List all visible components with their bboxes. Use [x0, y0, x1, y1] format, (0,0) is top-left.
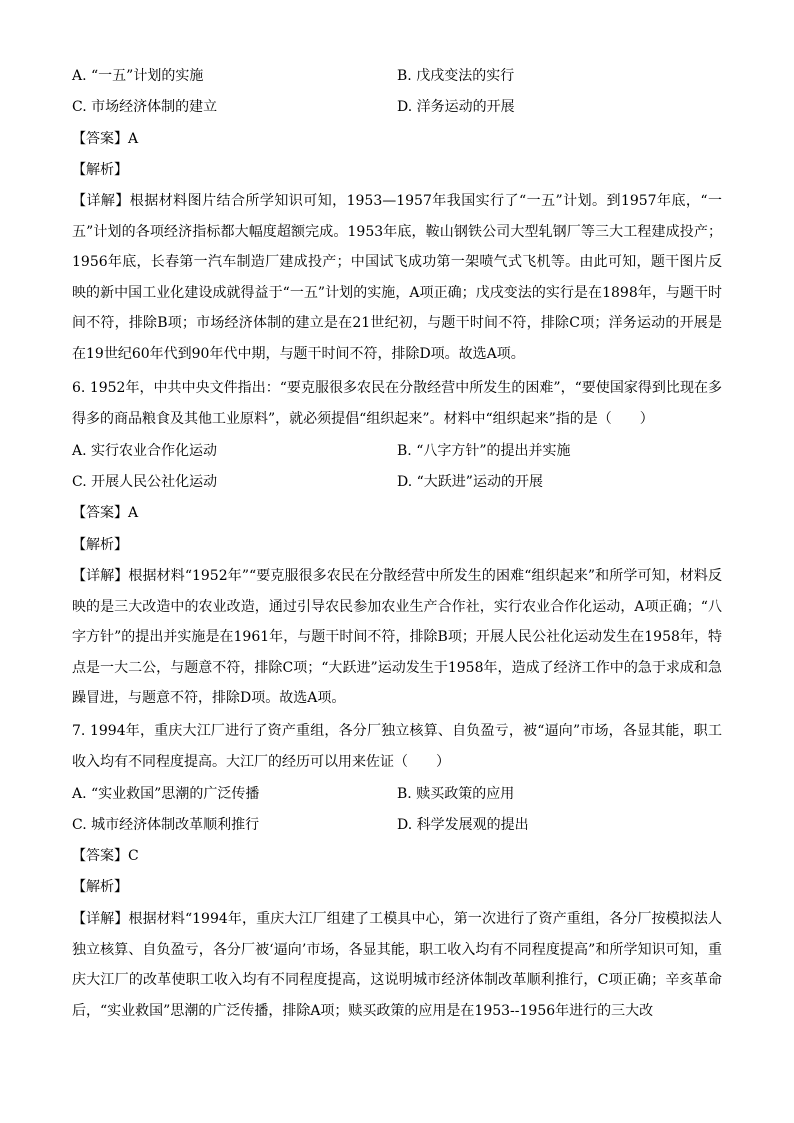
q6-option-d: D. “大跃进”运动的开展 — [397, 474, 543, 490]
q6-analysis-label: 【解析】 — [72, 537, 128, 553]
q7-option-a: A. “实业救国”思潮的广泛传播 — [72, 786, 260, 802]
q7-stem: 7. 1994年，重庆大江厂进行了资产重组，各分厂独立核算、自负盈亏，被“逼向”市场，各显其能，职工收入均有不同程度提高。大江厂的经历可以用来佐证（ ） — [72, 723, 722, 770]
q6-option-b: B. “八字方针”的提出并实施 — [397, 443, 571, 459]
q5-option-b: B. 戊戌变法的实行 — [397, 68, 515, 84]
q5-detail: 【详解】根据材料图片结合所学知识可知，1953—1957年我国实行了“一五”计划。到1957年底，“一五”计划的各项经济指标都大幅度超额完成。1953年底，鞍山钢铁公司大型轧钢厂等三大工程建成投产；1956年底，长春第一汽车制造厂建成投产；中国试飞成功第一架喷气式飞机等。由此可知，题干图片反映的新中国工业化建设成就得益于“一五”计划的实施，A项正确；戊戌变法的实行是在1898年，与题干时间不符，排除B项；市场经济体制的建立是在21世纪初，与题干时间不符，排除C项；洋务运动的开展是在19世纪60年代到90年代中期，与题干时间不符，排除D项。故选A项。 — [72, 193, 722, 362]
q7-detail: 【详解】根据材料“1994年，重庆大江厂组建了工模具中心，第一次进行了资产重组，各分厂按模拟法人独立核算、自负盈亏，各分厂被‘逼向’市场，各显其能，职工收入均有不同程度提高”和所学知识可知，重庆大江厂的改革使职工收入均有不同程度提高，这说明城市经济体制改革顺利推行，C项正确；辛亥革命后，“实业救国”思潮的广泛传播，排除A项；赎买政策的应用是在1953--1956年进行的三大改 — [72, 911, 722, 1019]
q5-option-c: C. 市场经济体制的建立 — [72, 99, 218, 115]
q6-detail: 【详解】根据材料“1952年”“要克服很多农民在分散经营中所发生的困难“组织起来”和所学可知，材料反映的是三大改造中的农业改造，通过引导农民参加农业生产合作社，实行农业合作化运动，A项正确；“八字方针”的提出并实施是在1961年，与题干时间不符，排除B项；开展人民公社化运动发生在1958年，特点是一大二公，与题意不符，排除C项；“大跃进”运动发生于1958年，造成了经济工作中的急于求成和急躁冒进，与题意不符，排除D项。故选A项。 — [72, 568, 722, 707]
q5-answer: 【答案】A — [72, 131, 139, 147]
q7-answer: 【答案】C — [72, 848, 139, 864]
q7-analysis-label: 【解析】 — [72, 879, 128, 895]
q5-option-d: D. 洋务运动的开展 — [397, 99, 515, 115]
q6-answer: 【答案】A — [72, 505, 139, 521]
q6-stem: 6. 1952年，中共中央文件指出：“要克服很多农民在分散经营中所发生的困难”，“要使国家得到比现在多得多的商品粮食及其他工业原料”，就必须提倡“组织起来”。材料中“组织起来”指的是（ ） — [72, 380, 722, 427]
q6-option-a: A. 实行农业合作化运动 — [72, 443, 218, 459]
q7-option-d: D. 科学发展观的提出 — [397, 817, 529, 833]
q6-option-c: C. 开展人民公社化运动 — [72, 474, 218, 490]
q7-option-b: B. 赎买政策的应用 — [397, 786, 515, 802]
q7-option-c: C. 城市经济体制改革顺利推行 — [72, 817, 260, 833]
q5-analysis-label: 【解析】 — [72, 162, 128, 178]
q5-option-a: A. “一五”计划的实施 — [72, 68, 204, 84]
